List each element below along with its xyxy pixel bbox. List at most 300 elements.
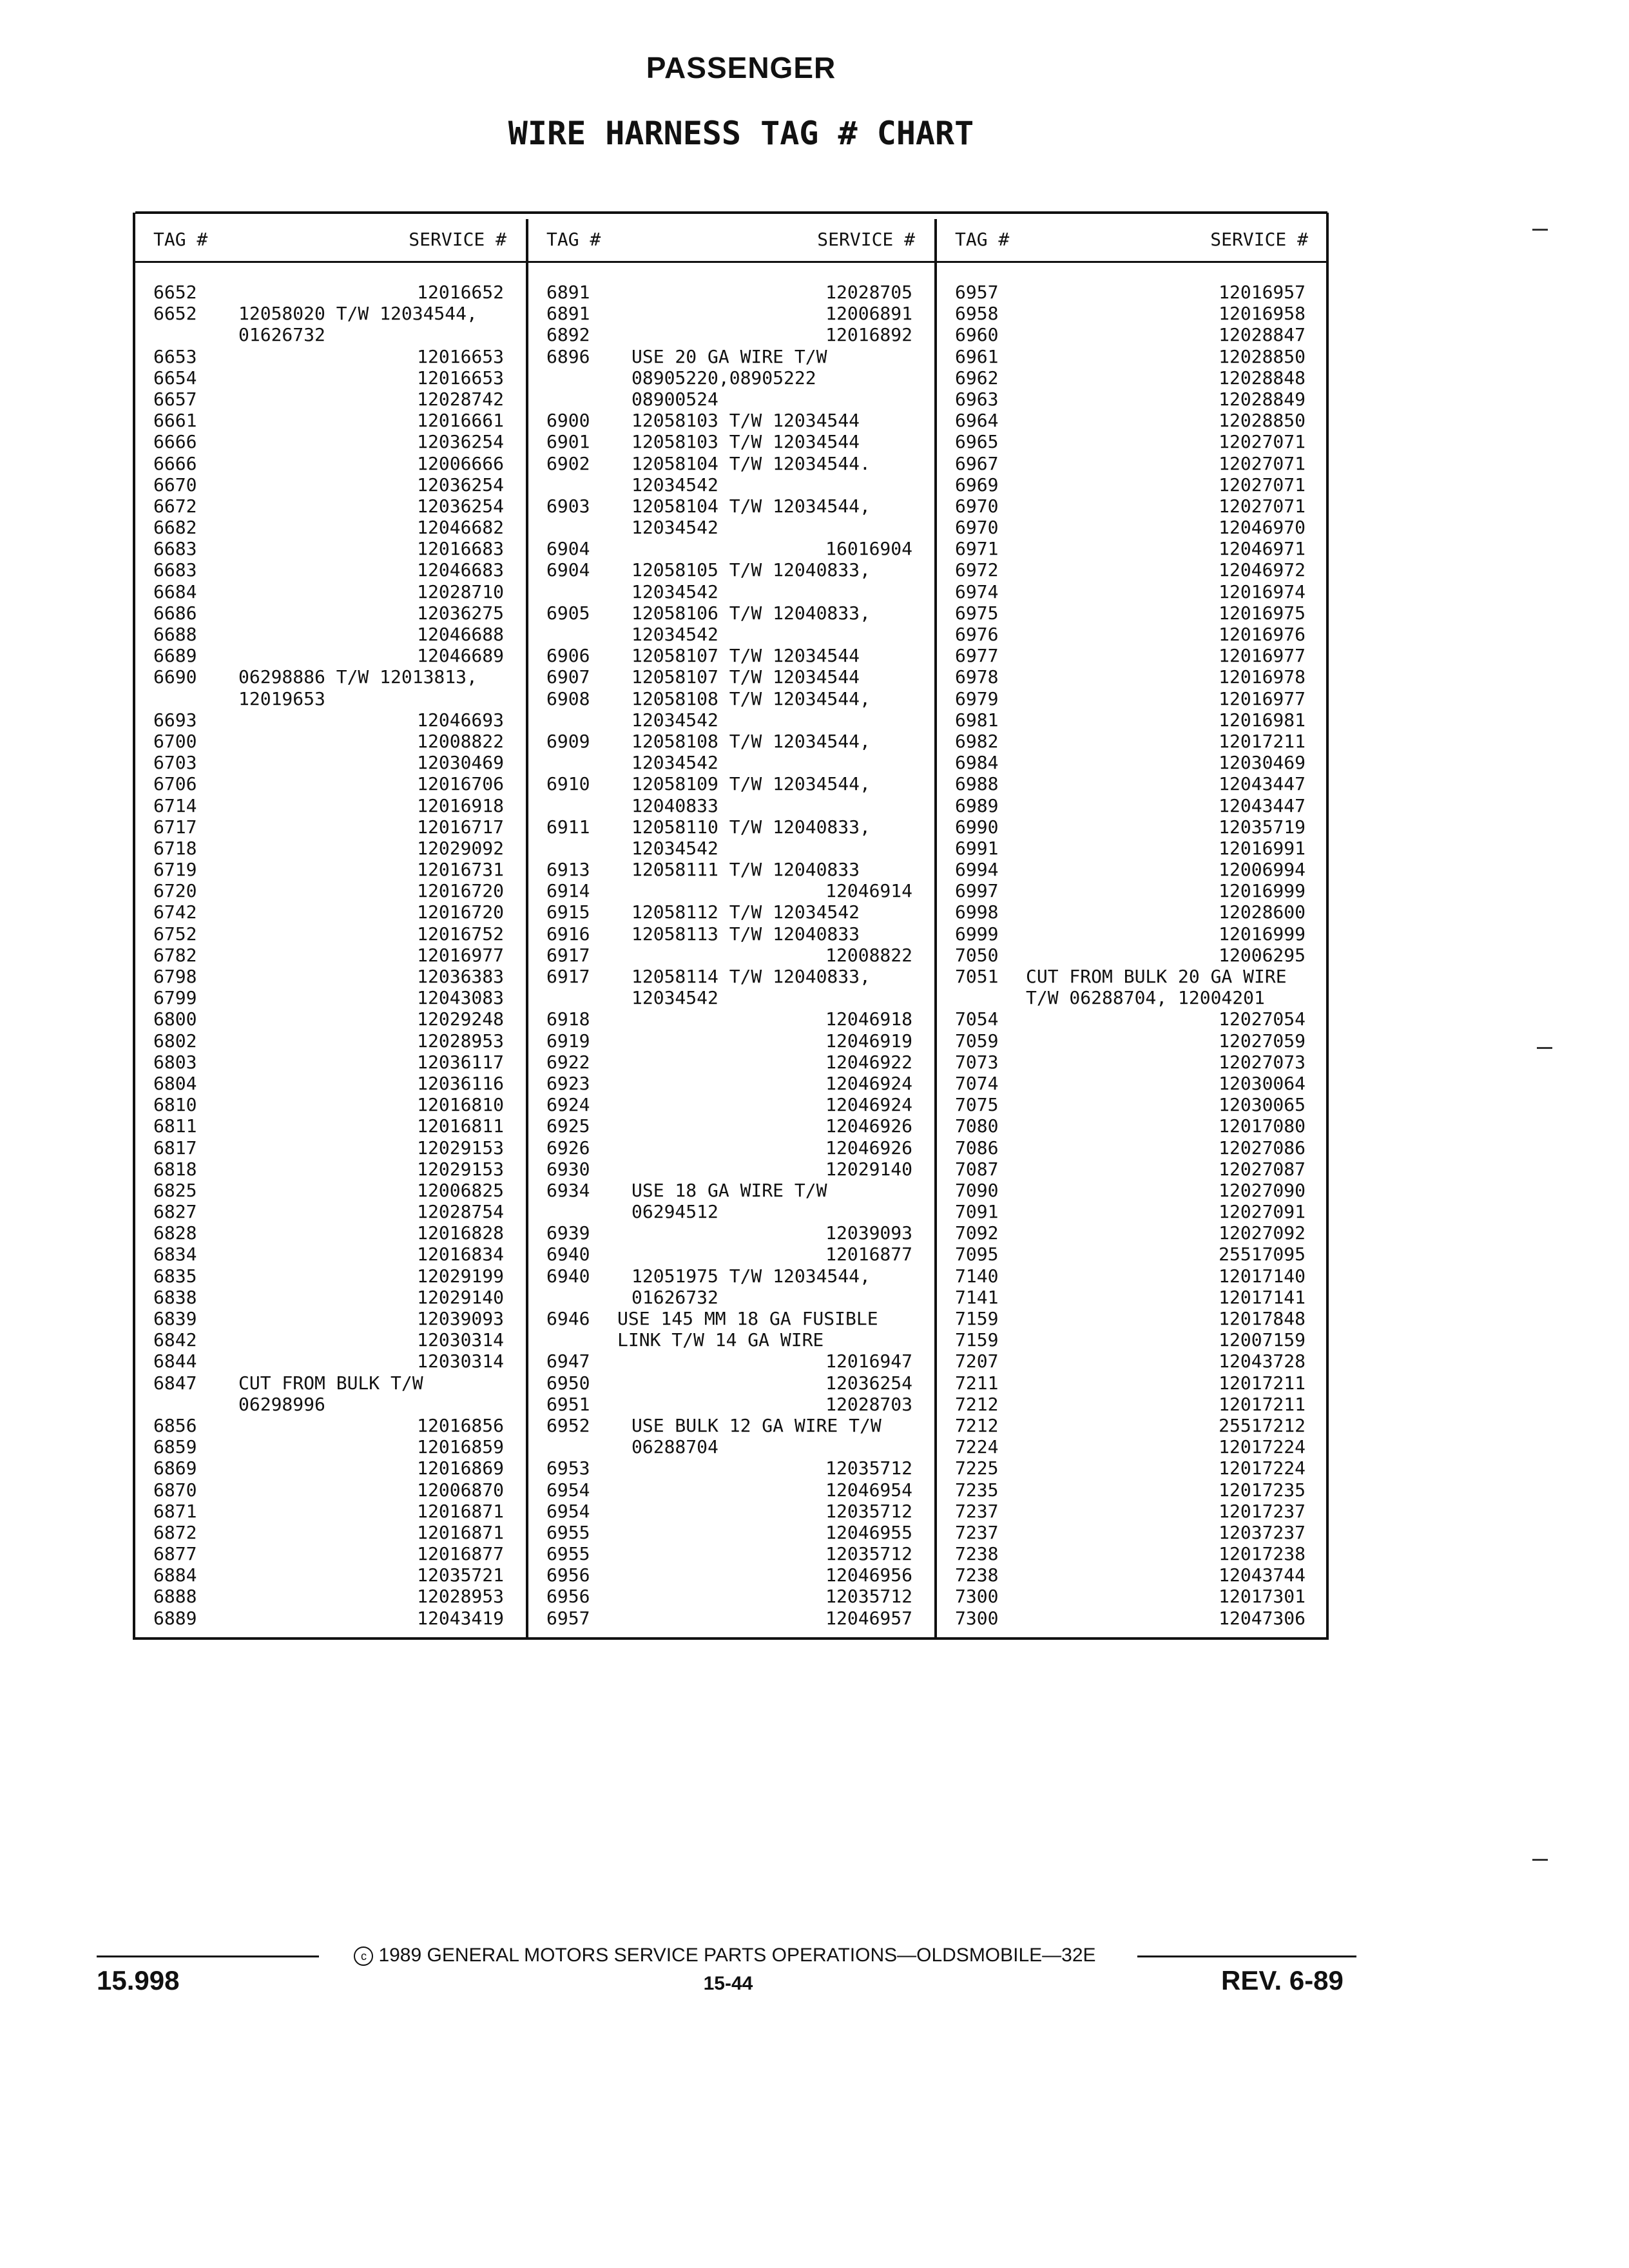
table-row [528,1222,934,1244]
table-row [937,1201,1327,1222]
table-row [135,303,526,324]
service-number: 12027071 [1219,495,1306,517]
table-row [937,1073,1327,1094]
table-row [528,303,934,324]
table-row [135,752,526,773]
service-number: 12006295 [1219,944,1306,966]
table-row [528,1094,934,1115]
service-number: 12008822 [825,944,912,966]
service-number: 12046683 [417,559,504,581]
tag-number: 6666 [153,431,197,453]
table-row [528,966,934,987]
table-row [135,1350,526,1372]
table-row [528,1415,934,1436]
tag-number: 6984 [955,752,999,774]
service-number: 12017238 [1219,1543,1306,1565]
service-number: 12029153 [417,1137,504,1158]
copyright-text: 1989 GENERAL MOTORS SERVICE PARTS OPERATIONS—OLDSMOBILE—32E [378,1945,1096,1966]
tag-number: 6720 [153,880,197,902]
table-row [937,1564,1327,1586]
table-row [135,431,526,452]
tag-number: 6913 [546,859,590,881]
tag-number: 6908 [546,687,590,709]
tag-number: 7238 [955,1564,999,1586]
table-row [135,1244,526,1265]
service-note: 12034542 [631,987,718,1009]
table-row [937,1287,1327,1308]
service-number: 12028703 [825,1393,912,1415]
service-number: 12016974 [1219,581,1306,602]
service-number: 12029153 [417,1158,504,1180]
service-note: 12034542 [631,624,718,645]
table-row [135,795,526,816]
service-number: 12017848 [1219,1308,1306,1329]
page-number: 15-44 [703,1973,753,1994]
service-note: CUT FROM BULK T/W [238,1372,423,1394]
service-number: 12046689 [417,645,504,667]
service-number: 12016810 [417,1094,504,1116]
service-note: 01626732 [238,324,325,346]
tag-number: 6925 [546,1115,590,1137]
tag-number: 6817 [153,1137,197,1158]
service-number: 12016947 [825,1350,912,1372]
table-row [135,1158,526,1180]
table-row [528,389,934,410]
service-number: 12036117 [417,1051,504,1073]
tag-number: 6844 [153,1350,197,1372]
service-number: 12035719 [1219,816,1306,838]
tag-number: 6652 [153,282,197,303]
tag-number: 6870 [153,1479,197,1501]
service-number: 12029248 [417,1008,504,1030]
tag-number: 6856 [153,1414,197,1436]
tag-number: 6714 [153,794,197,816]
tag-number: 6907 [546,666,590,688]
table-row [937,346,1327,367]
service-number: 12029092 [417,837,504,859]
table-row [135,367,526,389]
tag-number: 6998 [955,901,999,923]
tag-number: 6719 [153,859,197,881]
tag-number: 6997 [955,880,999,902]
service-note: 12058020 T/W 12034544, [238,303,477,325]
service-number: 12036254 [417,495,504,517]
service-number: 12017141 [1219,1286,1306,1308]
service-number: 12043419 [417,1607,504,1629]
service-number: 12017140 [1219,1265,1306,1287]
table-row [528,731,934,752]
tag-number: 7237 [955,1521,999,1543]
table-row [528,1287,934,1308]
tag-number: 6653 [153,345,197,367]
service-number: 16016904 [825,538,912,560]
service-number: 12047306 [1219,1607,1306,1629]
service-note: 12058112 T/W 12034542 [631,901,860,923]
table-column-1 [135,229,526,1633]
tag-number: 6954 [546,1500,590,1522]
tag-number: 6689 [153,645,197,667]
tag-number: 6693 [153,709,197,731]
service-number: 12028849 [1219,388,1306,410]
table-row [528,517,934,538]
tag-number: 6800 [153,1008,197,1030]
column-header [937,229,1327,282]
table-row [937,1501,1327,1522]
service-note: 12058103 T/W 12034544 [631,410,860,432]
table-row [937,474,1327,495]
table-row [135,645,526,666]
tag-number: 6990 [955,816,999,838]
table-row [937,709,1327,731]
table-row [528,859,934,880]
service-note: 12034542 [631,517,718,539]
service-number: 12017211 [1219,730,1306,752]
tag-number: 6872 [153,1521,197,1543]
tag-number: 6957 [955,282,999,303]
table-row [937,645,1327,666]
tag-number: 7225 [955,1457,999,1479]
service-note: 12058104 T/W 12034544. [631,452,871,474]
tag-number: 6904 [546,538,590,560]
tag-number: 6994 [955,859,999,881]
table-row [528,624,934,645]
tag-number: 6706 [153,773,197,795]
tag-number: 6884 [153,1564,197,1586]
table-row [135,731,526,752]
tag-number: 7050 [955,944,999,966]
table-row [528,474,934,495]
table-row [135,624,526,645]
table-row [937,1094,1327,1115]
service-header: SERVICE # [1210,229,1308,250]
tag-header: TAG # [153,229,208,250]
service-number: 12027071 [1219,474,1306,495]
service-number: 12016977 [1219,645,1306,667]
service-number: 12016957 [1219,282,1306,303]
table-row [528,410,934,431]
tag-number: 6926 [546,1137,590,1158]
table-row [937,1222,1327,1244]
table-row [135,1201,526,1222]
tag-number: 6838 [153,1286,197,1308]
table-row [937,731,1327,752]
service-number: 25517212 [1219,1414,1306,1436]
table-row [937,1436,1327,1457]
table-row [135,581,526,602]
service-note: 01626732 [631,1286,718,1308]
service-number: 12008822 [417,730,504,752]
tag-number: 6952 [546,1414,590,1436]
table-row [528,752,934,773]
service-number: 12036275 [417,602,504,624]
tag-number: 6717 [153,816,197,838]
table-row [528,1372,934,1394]
table-row [937,602,1327,624]
table-row [135,880,526,901]
tag-number: 6686 [153,602,197,624]
table-row [937,1543,1327,1564]
service-number: 12035712 [825,1500,912,1522]
tag-number: 6799 [153,987,197,1009]
tag-number: 7141 [955,1286,999,1308]
table-row [528,1180,934,1201]
table-row [135,346,526,367]
service-number: 12046693 [417,709,504,731]
tag-number: 6700 [153,730,197,752]
service-number: 12007159 [1219,1329,1306,1351]
service-number: 12046926 [825,1115,912,1137]
service-number: 12046914 [825,880,912,902]
service-number: 12016720 [417,880,504,902]
table-row [937,1329,1327,1350]
service-number: 12016720 [417,901,504,923]
service-number: 12016856 [417,1414,504,1436]
service-note: T/W 06288704, 12004201 [1026,987,1265,1009]
tag-number: 6911 [546,816,590,838]
tag-number: 6976 [955,624,999,645]
footer-rule [97,1956,319,1957]
service-number: 12036116 [417,1072,504,1094]
tag-number: 6900 [546,410,590,432]
tag-number: 6891 [546,303,590,325]
service-number: 12027087 [1219,1158,1306,1180]
table-row [135,859,526,880]
tag-number: 6782 [153,944,197,966]
table-column-3 [937,229,1327,1633]
page-title: PASSENGER [646,51,836,84]
service-number: 12035712 [825,1543,912,1565]
tag-number: 7091 [955,1201,999,1223]
tag-number: 6974 [955,581,999,602]
service-number: 12027054 [1219,1008,1306,1030]
table-row [528,645,934,666]
tag-number: 6982 [955,730,999,752]
tag-number: 7212 [955,1393,999,1415]
service-number: 12016869 [417,1457,504,1479]
tag-number: 6835 [153,1265,197,1287]
tag-number: 6672 [153,495,197,517]
tag-number: 6652 [153,303,197,325]
tag-number: 6666 [153,452,197,474]
service-note: 12040833 [631,794,718,816]
tag-number: 6923 [546,1072,590,1094]
service-note: LINK T/W 14 GA WIRE [617,1329,824,1351]
service-number: 12028742 [417,388,504,410]
tag-number: 6979 [955,687,999,709]
table-row [937,795,1327,816]
tag-number: 6940 [546,1244,590,1265]
table-row [135,901,526,923]
service-number: 12016877 [417,1543,504,1565]
table-row [937,1052,1327,1073]
service-note: 08905220,08905222 [631,367,816,389]
tag-number: 6947 [546,1350,590,1372]
table-row [135,1073,526,1094]
service-number: 12016977 [417,944,504,966]
service-number: 12028754 [417,1201,504,1223]
service-number: 12046970 [1219,517,1306,539]
margin-tick [1537,1047,1552,1049]
table-row [937,1608,1327,1629]
service-number: 12035721 [417,1564,504,1586]
service-number: 12030314 [417,1329,504,1351]
tag-number: 6889 [153,1607,197,1629]
service-header: SERVICE # [409,229,506,250]
table-row [135,324,526,345]
table-row [937,987,1327,1008]
service-number: 12016653 [417,367,504,389]
tag-number: 6684 [153,581,197,602]
table-row [937,1457,1327,1479]
table-row [528,1350,934,1372]
table-row [937,303,1327,324]
service-note: CUT FROM BULK 20 GA WIRE [1026,966,1287,987]
service-number: 12017235 [1219,1479,1306,1501]
tag-header: TAG # [955,229,1010,250]
service-number: 12028953 [417,1030,504,1052]
tag-number: 6972 [955,559,999,581]
tag-number: 7075 [955,1094,999,1116]
service-number: 12017080 [1219,1115,1306,1137]
service-number: 12043083 [417,987,504,1009]
tag-number: 6871 [153,1500,197,1522]
service-number: 12016871 [417,1500,504,1522]
table-row [135,1308,526,1329]
tag-number: 6930 [546,1158,590,1180]
table-row [135,495,526,517]
service-number: 12046919 [825,1030,912,1052]
tag-number: 7159 [955,1308,999,1329]
table-row [937,324,1327,345]
service-number: 12027073 [1219,1051,1306,1073]
tag-number: 6910 [546,773,590,795]
service-number: 12016892 [825,324,912,346]
table-row [135,1394,526,1415]
table-row [528,346,934,367]
table-row [528,1115,934,1137]
table-row [937,389,1327,410]
tag-number: 7207 [955,1350,999,1372]
table-row [135,1436,526,1457]
tag-number: 6964 [955,410,999,432]
service-number: 12006666 [417,452,504,474]
tag-number: 6957 [546,1607,590,1629]
service-number: 12016976 [1219,624,1306,645]
table-row [937,1522,1327,1543]
tag-number: 6954 [546,1479,590,1501]
service-number: 12028850 [1219,410,1306,432]
tag-number: 6917 [546,944,590,966]
tag-number: 6703 [153,752,197,774]
tag-number: 6965 [955,431,999,453]
tag-number: 6922 [546,1051,590,1073]
table-row [528,1308,934,1329]
service-note: 08900524 [631,388,718,410]
table-row [135,410,526,431]
table-row [937,666,1327,687]
table-row [937,1008,1327,1030]
tag-number: 6906 [546,645,590,667]
service-number: 12027086 [1219,1137,1306,1158]
tag-number: 7090 [955,1179,999,1201]
table-row [937,773,1327,794]
service-number: 12046924 [825,1094,912,1116]
tag-number: 6661 [153,410,197,432]
tag-number: 6970 [955,517,999,539]
service-number: 12016991 [1219,837,1306,859]
service-number: 12030314 [417,1350,504,1372]
table-row [528,324,934,345]
table-row [937,838,1327,859]
table-row [528,987,934,1008]
table-row [937,1586,1327,1607]
table-row [937,1265,1327,1287]
service-number: 12016975 [1219,602,1306,624]
table-row [528,1244,934,1265]
service-number: 12016828 [417,1222,504,1244]
tag-number: 6956 [546,1564,590,1586]
table-row [937,880,1327,901]
service-note: USE 20 GA WIRE T/W [631,345,827,367]
service-number: 12016978 [1219,666,1306,688]
service-number: 12046918 [825,1008,912,1030]
tag-number: 7059 [955,1030,999,1052]
tag-number: 6918 [546,1008,590,1030]
table-row [135,1501,526,1522]
tag-number: 6752 [153,923,197,945]
table-row [528,282,934,303]
tag-number: 6802 [153,1030,197,1052]
tag-number: 6989 [955,794,999,816]
service-note: 12058110 T/W 12040833, [631,816,871,838]
service-note: 12058111 T/W 12040833 [631,859,860,881]
table-row [135,1372,526,1394]
service-number: 12016859 [417,1436,504,1458]
service-number: 12043744 [1219,1564,1306,1586]
service-number: 12027090 [1219,1179,1306,1201]
service-note: 12034542 [631,581,718,602]
table-row [937,495,1327,517]
service-note: 12058103 T/W 12034544 [631,431,860,453]
tag-number: 6683 [153,559,197,581]
tag-header: TAG # [546,229,601,250]
tag-number: 6975 [955,602,999,624]
tag-number: 7235 [955,1479,999,1501]
table-row [937,410,1327,431]
table-row [937,945,1327,966]
service-number: 12035712 [825,1586,912,1608]
tag-number: 7092 [955,1222,999,1244]
tag-number: 6869 [153,1457,197,1479]
service-number: 12006825 [417,1179,504,1201]
table-row [135,389,526,410]
service-number: 12030065 [1219,1094,1306,1116]
tag-number: 6834 [153,1244,197,1265]
service-number: 12027059 [1219,1030,1306,1052]
service-number: 12039093 [825,1222,912,1244]
table-row [528,1501,934,1522]
service-number: 12030469 [417,752,504,774]
service-number: 12016731 [417,859,504,881]
tag-number: 6839 [153,1308,197,1329]
table-row [135,1180,526,1201]
tag-number: 6888 [153,1586,197,1608]
service-number: 12029140 [417,1286,504,1308]
service-number: 12016811 [417,1115,504,1137]
table-row [528,1543,934,1564]
tag-number: 6981 [955,709,999,731]
service-note: USE 18 GA WIRE T/W [631,1179,827,1201]
